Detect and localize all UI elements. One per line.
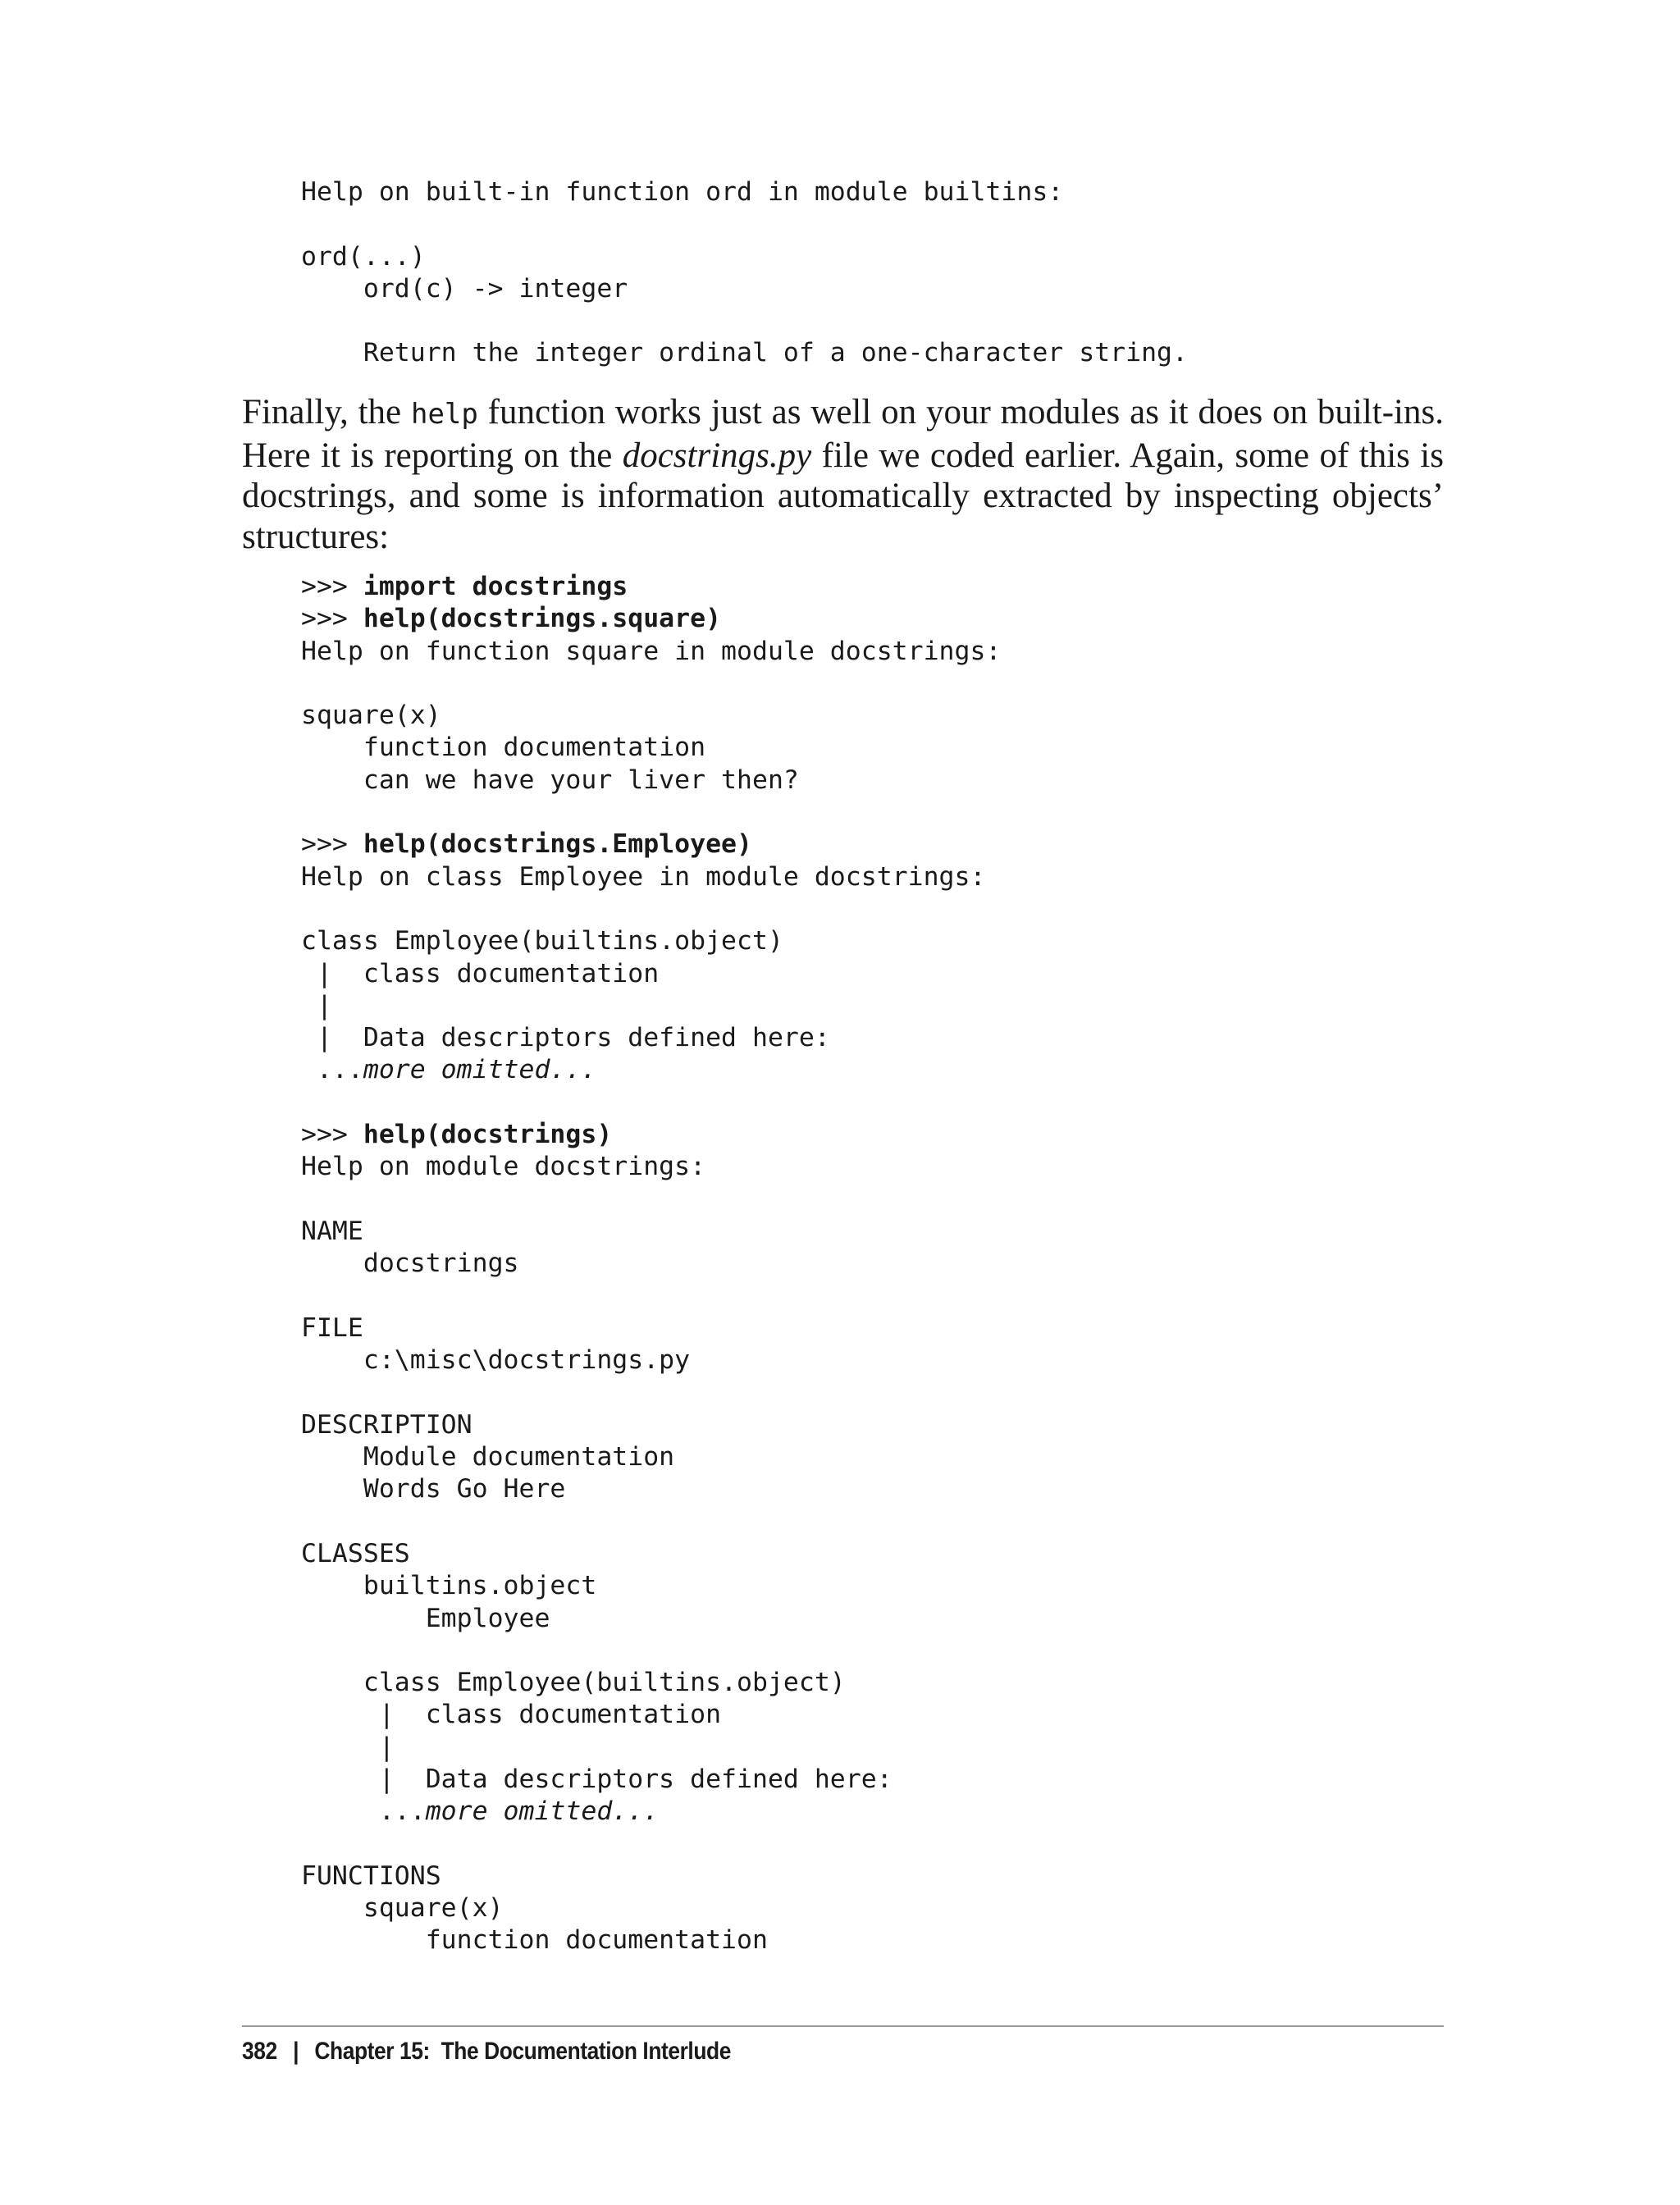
code-line <box>301 1281 1001 1312</box>
code-line <box>301 603 1001 635</box>
code-text: c:\misc\docstrings.py <box>301 1345 691 1376</box>
code-command: help(docstrings) <box>363 1120 613 1150</box>
chapter-title: Chapter 15: The Documentation Interlude <box>314 2038 731 2065</box>
filename-docstrings: docstrings.py <box>622 436 812 475</box>
code-text: builtins.object <box>301 1571 597 1601</box>
code-line <box>301 1022 1001 1054</box>
code-text: | <box>301 990 332 1020</box>
code-prompt: >>> <box>301 572 363 601</box>
code-line <box>301 765 1001 797</box>
code-line <box>301 1087 1001 1119</box>
code-line <box>301 1312 1001 1344</box>
code-text: Help on module docstrings: <box>301 1152 706 1182</box>
code-line <box>301 571 1001 603</box>
code-line <box>301 861 1001 893</box>
code-text: Module documentation <box>301 1442 675 1472</box>
code-line <box>301 1860 1001 1892</box>
code-line <box>301 1409 1001 1441</box>
code-line <box>301 176 1188 208</box>
code-text: ... <box>301 1055 363 1085</box>
code-line <box>301 636 1001 668</box>
footer-separator: | <box>293 2038 299 2065</box>
code-line <box>301 1924 1001 1956</box>
page-footer <box>242 2038 731 2066</box>
code-text: DESCRIPTION <box>301 1409 472 1440</box>
code-command: help(docstrings.square) <box>363 604 722 634</box>
code-line <box>301 273 1188 305</box>
code-line <box>301 925 1001 957</box>
code-text: Help on class Employee in module docstrings: <box>301 861 986 892</box>
code-text: CLASSES <box>301 1538 410 1568</box>
code-line <box>301 1184 1001 1216</box>
code-line <box>301 1151 1001 1183</box>
code-prompt: >>> <box>301 1120 363 1150</box>
code-command: import docstrings <box>363 572 628 601</box>
paragraph-text-3: file we coded earlier. Again, some of this is docstrings, and some is information automatically extracted by inspecting objects’ structures: <box>242 436 1444 556</box>
code-line <box>301 1603 1001 1635</box>
code-command: help(docstrings.Employee) <box>363 829 752 860</box>
footer-rule <box>242 2025 1444 2027</box>
code-line <box>301 1796 1001 1828</box>
code-line <box>301 829 1001 861</box>
code-text: ord(...) <box>301 241 426 272</box>
code-text: can we have your liver then? <box>301 765 799 795</box>
code-line <box>301 1892 1001 1924</box>
code-line <box>301 732 1001 764</box>
code-text: Words Go Here <box>301 1474 566 1504</box>
code-text: class Employee(builtins.object) <box>301 926 783 956</box>
code-line <box>301 208 1188 240</box>
code-text: | Data descriptors defined here: <box>301 1023 830 1053</box>
code-line <box>301 700 1001 732</box>
code-text: FILE <box>301 1312 363 1343</box>
code-text: function documentation <box>301 1925 768 1956</box>
code-line <box>301 1248 1001 1280</box>
code-line <box>301 1667 1001 1699</box>
code-line <box>301 1216 1001 1248</box>
code-text: function documentation <box>301 733 706 763</box>
code-block-ord-help <box>301 176 1188 370</box>
code-line <box>301 1764 1001 1796</box>
page-number: 382 <box>242 2038 277 2065</box>
code-text: ... <box>301 1796 426 1827</box>
code-text: | Data descriptors defined here: <box>301 1764 892 1794</box>
code-line <box>301 990 1001 1022</box>
code-text: square(x) <box>301 1893 504 1924</box>
code-text: Help on built-in function ord in module builtins: <box>301 177 1064 207</box>
code-line <box>301 1344 1001 1376</box>
code-line <box>301 1473 1001 1505</box>
code-line <box>301 1538 1001 1570</box>
code-text: | class documentation <box>301 958 660 988</box>
code-line <box>301 1119 1001 1151</box>
code-line <box>301 1699 1001 1731</box>
code-text: Return the integer ordinal of a one-character string. <box>301 338 1188 368</box>
inline-code-help: help <box>410 398 478 431</box>
code-text: docstrings <box>301 1249 519 1279</box>
code-line <box>301 337 1188 369</box>
code-line <box>301 1506 1001 1538</box>
code-text: NAME <box>301 1216 363 1246</box>
code-line <box>301 305 1188 337</box>
code-text: | <box>301 1732 395 1762</box>
code-text: Employee <box>301 1603 550 1633</box>
code-text: FUNCTIONS <box>301 1860 441 1891</box>
code-text: class Employee(builtins.object) <box>301 1668 846 1698</box>
code-text: ord(c) -> integer <box>301 273 628 304</box>
code-prompt: >>> <box>301 829 363 860</box>
code-text: Help on function square in module docstrings: <box>301 636 1002 666</box>
code-line <box>301 1376 1001 1408</box>
code-line <box>301 797 1001 829</box>
code-line <box>301 241 1188 273</box>
paragraph-text-2: function works just as well on your modules as it does on built-ins. Here it is reporting on the <box>242 393 1444 475</box>
code-text: square(x) <box>301 701 441 731</box>
code-line <box>301 958 1001 990</box>
code-line <box>301 1441 1001 1473</box>
code-line <box>301 1828 1001 1860</box>
code-text: | class documentation <box>301 1700 722 1730</box>
code-line <box>301 1570 1001 1602</box>
code-line <box>301 668 1001 700</box>
paragraph-text-1: Finally, the <box>242 393 411 431</box>
code-line <box>301 1635 1001 1667</box>
code-line <box>301 1732 1001 1764</box>
code-omitted-note: more omitted... <box>363 1055 597 1085</box>
body-paragraph <box>242 392 1444 557</box>
code-omitted-note: more omitted... <box>425 1796 660 1827</box>
code-line <box>301 1054 1001 1086</box>
code-prompt: >>> <box>301 604 363 634</box>
code-line <box>301 893 1001 925</box>
code-block-docstrings-help <box>301 571 1001 1957</box>
